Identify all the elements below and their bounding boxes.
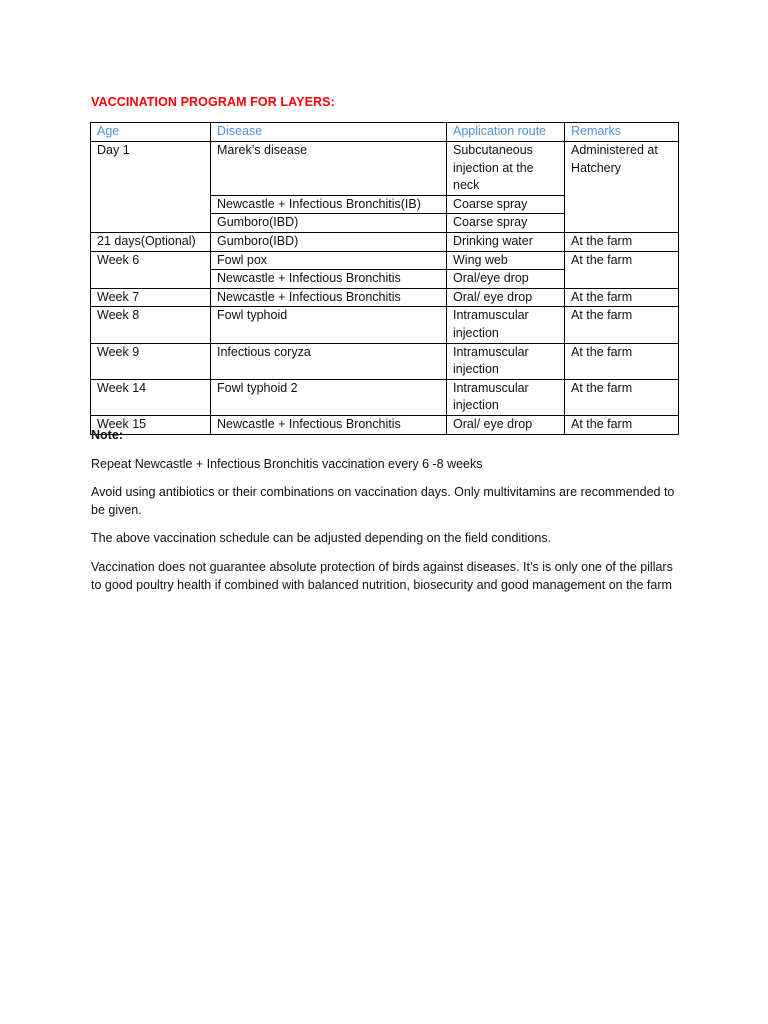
remarks-cell: At the farm [565,379,679,415]
route-cell: Coarse spray [447,195,565,214]
table-header-row [91,123,679,142]
column-header-age: Age [91,123,211,142]
column-header-disease: Disease [211,123,447,142]
table-row [91,343,679,379]
remarks-cell: Administered at Hatchery [565,142,679,233]
disease-cell: Infectious coryza [211,343,447,379]
age-cell: Week 7 [91,288,211,307]
disease-cell: Newcastle + Infectious Bronchitis [211,288,447,307]
remarks-cell: At the farm [565,251,679,288]
route-cell: Oral/eye drop [447,270,565,289]
remarks-cell: At the farm [565,415,679,434]
age-cell: Week 9 [91,343,211,379]
route-cell: Coarse spray [447,214,565,233]
disease-cell: Newcastle + Infectious Bronchitis(IB) [211,195,447,214]
note-label: Note: [91,428,123,442]
note-paragraph: The above vaccination schedule can be adjusted depending on the field conditions. [91,531,552,546]
note-paragraph: Repeat Newcastle + Infectious Bronchitis vaccination every 6 -8 weeks [91,456,483,471]
table-row [91,307,679,343]
age-cell: Day 1 [91,142,211,233]
route-cell: Oral/ eye drop [447,288,565,307]
disease-cell: Newcastle + Infectious Bronchitis [211,415,447,434]
vaccination-table [90,122,679,435]
route-cell: Intramuscular injection [447,307,565,343]
note-paragraph: Vaccination does not guarantee absolute protection of birds against diseases. It’s is only one of the pillars to good poultry health if combined with balanced nutrition, biosecurity and good management on the farm [91,559,673,592]
route-cell: Intramuscular injection [447,343,565,379]
remarks-cell: At the farm [565,232,679,251]
age-cell: Week 6 [91,251,211,288]
remarks-cell: At the farm [565,288,679,307]
route-cell: Oral/ eye drop [447,415,565,434]
disease-cell: Newcastle + Infectious Bronchitis [211,270,447,289]
age-cell: Week 8 [91,307,211,343]
route-cell: Wing web [447,251,565,270]
table-row [91,251,679,270]
table-row [91,379,679,415]
notes-section [91,427,686,605]
document-title: VACCINATION PROGRAM FOR LAYERS: [91,95,335,109]
remarks-cell: At the farm [565,307,679,343]
route-cell: Drinking water [447,232,565,251]
age-cell: 21 days(Optional) [91,232,211,251]
route-cell: Intramuscular injection [447,379,565,415]
disease-cell: Fowl typhoid [211,307,447,343]
age-cell: Week 14 [91,379,211,415]
disease-cell: Fowl pox [211,251,447,270]
note-paragraph: Avoid using antibiotics or their combinations on vaccination days. Only multivitamins are recommended to be given. [91,485,675,517]
remarks-cell: At the farm [565,343,679,379]
table-row [91,142,679,196]
disease-cell: Gumboro(IBD) [211,214,447,233]
disease-cell: Gumboro(IBD) [211,232,447,251]
column-header-route: Application route [447,123,565,142]
table-row [91,232,679,251]
disease-cell: Marek’s disease [211,142,447,196]
table-row [91,288,679,307]
age-cell: Week 15 [91,415,211,434]
route-cell: Subcutaneous injection at the neck [447,142,565,196]
disease-cell: Fowl typhoid 2 [211,379,447,415]
column-header-remarks: Remarks [565,123,679,142]
